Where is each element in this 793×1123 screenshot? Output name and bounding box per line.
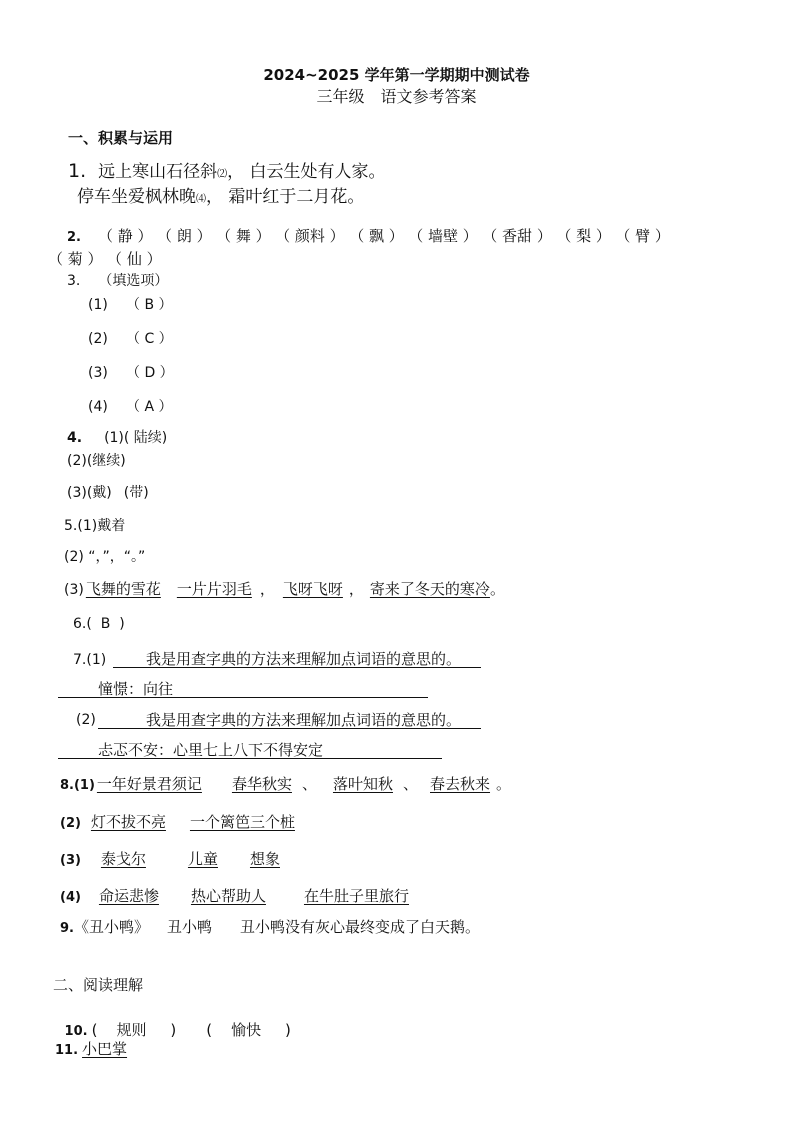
answer-value: （ B ）: [126, 297, 173, 313]
q2-answer: （ 舞 ）: [223, 227, 271, 245]
q6-answer: 6.( B ): [73, 616, 125, 632]
q2-answer: （ 菊 ）: [48, 250, 103, 268]
page-subtitle: 三年级 语文参考答案: [316, 87, 477, 106]
q5-index: (3): [64, 582, 84, 598]
answer-index: (1): [88, 297, 108, 313]
poem-text: 远上寒山石径斜: [98, 162, 218, 182]
filled-blank: 一个篱笆三个桩: [189, 813, 295, 831]
q3-number: 3.: [67, 273, 81, 289]
q11-line: [55, 1040, 131, 1059]
q4-line-1: [67, 430, 167, 447]
punct: 、: [402, 775, 418, 793]
poem-mark: ⑵: [217, 169, 228, 180]
answer-index: (3): [88, 365, 108, 381]
q7-index: 7.(1): [73, 652, 107, 668]
answer-value: （ A ）: [126, 399, 173, 415]
q4-line-3: [67, 485, 149, 502]
poem-text: ， 霜叶红于二月花。: [206, 187, 365, 207]
q8-line-1: [60, 775, 511, 794]
q8-index: 8.(1): [60, 778, 95, 793]
poem-mark: ⑷: [196, 194, 206, 205]
q4-answer: (1)( 陆续): [104, 430, 168, 446]
q2-answer: （ 飘 ）: [356, 227, 404, 245]
q9-answer: 丑小鸭没有灰心最终变成了白天鹅。: [240, 918, 481, 936]
q5-answer: (2) “，”，“。”: [64, 549, 146, 565]
punct: ，: [259, 580, 275, 598]
q2-answer: （ 梨 ）: [563, 227, 611, 245]
q2-number: 2.: [67, 230, 81, 245]
q3-note: （填选项）: [98, 273, 169, 289]
filled-blank: 一片片羽毛: [176, 580, 252, 598]
q10-number: 10.: [64, 1024, 88, 1039]
filled-blank: 飞呀飞呀: [282, 580, 343, 598]
q3-answer-row: [88, 297, 173, 314]
q10-line: [55, 1003, 291, 1040]
filled-blank: 小巴掌: [82, 1040, 128, 1058]
q2-answer: （ 臂 ）: [622, 227, 670, 245]
q2-answer: （ 墙壁 ）: [415, 227, 478, 245]
section-heading: 一、积累与运用: [68, 129, 174, 147]
q10-answer: ( 愉快 ): [206, 1021, 291, 1039]
filled-blank: 一年好景君须记: [96, 775, 202, 793]
q3-answer-row: [88, 399, 172, 416]
punct: 、: [301, 775, 317, 793]
punct: 。: [496, 775, 512, 793]
q7-answer: 我是用查字典的方法来理解加点词语的意思的。: [146, 650, 462, 668]
q4-answer: (3)(戴): [67, 485, 112, 501]
q8-line-3: [60, 850, 290, 869]
filled-blank: 落叶知秋: [332, 775, 393, 793]
q3-answer-row: [88, 365, 174, 382]
filled-blank: 灯不拔不亮: [90, 813, 166, 831]
q8-index: (3): [60, 853, 81, 868]
q3-header: [67, 273, 168, 290]
q4-answer: (带): [123, 485, 149, 501]
filled-blank: 命运悲惨: [98, 887, 159, 905]
q8-index: (2): [60, 816, 81, 831]
filled-blank: 飞舞的雪花: [85, 580, 161, 598]
q2-answer: （ 仙 ）: [114, 250, 162, 268]
q2-answer: （ 静 ）: [98, 227, 153, 245]
q4-answer: (2)(继续): [67, 453, 126, 469]
filled-blank: 春去秋来: [430, 775, 491, 793]
answer-value: （ D ）: [126, 365, 174, 381]
answer-index: (2): [88, 331, 108, 347]
section-heading: 二、阅读理解: [53, 976, 144, 994]
filled-blank: 热心帮助人: [190, 887, 266, 905]
q7-answer: 我是用查字典的方法来理解加点词语的意思的。: [146, 711, 462, 729]
q9-line: [60, 918, 480, 937]
q5-answer: 5.(1)戴着: [64, 518, 126, 534]
filled-blank: 在牛肚子里旅行: [303, 887, 409, 905]
q1-number: 1.: [68, 160, 87, 182]
filled-blank: 儿童: [187, 850, 218, 868]
q7-index: (2): [76, 712, 96, 728]
q1-line-2: [77, 187, 364, 207]
q7-answer: 忐忑不安：心里七上八下不得安定: [98, 741, 324, 759]
q2-answer: （ 朗 ）: [164, 227, 212, 245]
punct: 。: [489, 580, 505, 598]
filled-blank: 想象: [249, 850, 280, 868]
filled-blank: 寄来了冬天的寒冷: [369, 580, 490, 598]
poem-text: 停车坐爱枫林晚: [77, 187, 196, 207]
q2-answers-cont: [48, 250, 162, 268]
poem-text: ， 白云生处有人家。: [227, 162, 386, 182]
q9-number: 9.: [60, 921, 74, 936]
answer-value: （ C ）: [126, 331, 173, 347]
filled-blank: 泰戈尔: [100, 850, 146, 868]
q2-answers: [98, 227, 670, 245]
q4-number: 4.: [67, 430, 83, 446]
q11-number: 11.: [55, 1043, 79, 1058]
q8-line-4: [60, 887, 423, 906]
q10-answer: ( 规则 ): [91, 1021, 177, 1039]
answer-index: (4): [88, 399, 108, 415]
q8-index: (4): [60, 890, 81, 905]
q8-line-2: [60, 813, 301, 832]
filled-blank: 春华秋实: [231, 775, 292, 793]
q3-answer-row: [88, 331, 173, 348]
q1-line-1: [68, 160, 386, 183]
q9-answer: 丑小鸭: [167, 918, 213, 936]
q7-answer: 憧憬：向往: [98, 680, 174, 698]
q5-line-3: [64, 580, 505, 599]
q9-answer: 《丑小鸭》: [73, 918, 149, 936]
punct: ，: [348, 580, 364, 598]
q2-answer: （ 颜料 ）: [282, 227, 345, 245]
q2-answer: （ 香甜 ）: [489, 227, 552, 245]
page-title: 2024~2025 学年第一学期期中测试卷: [263, 66, 530, 84]
